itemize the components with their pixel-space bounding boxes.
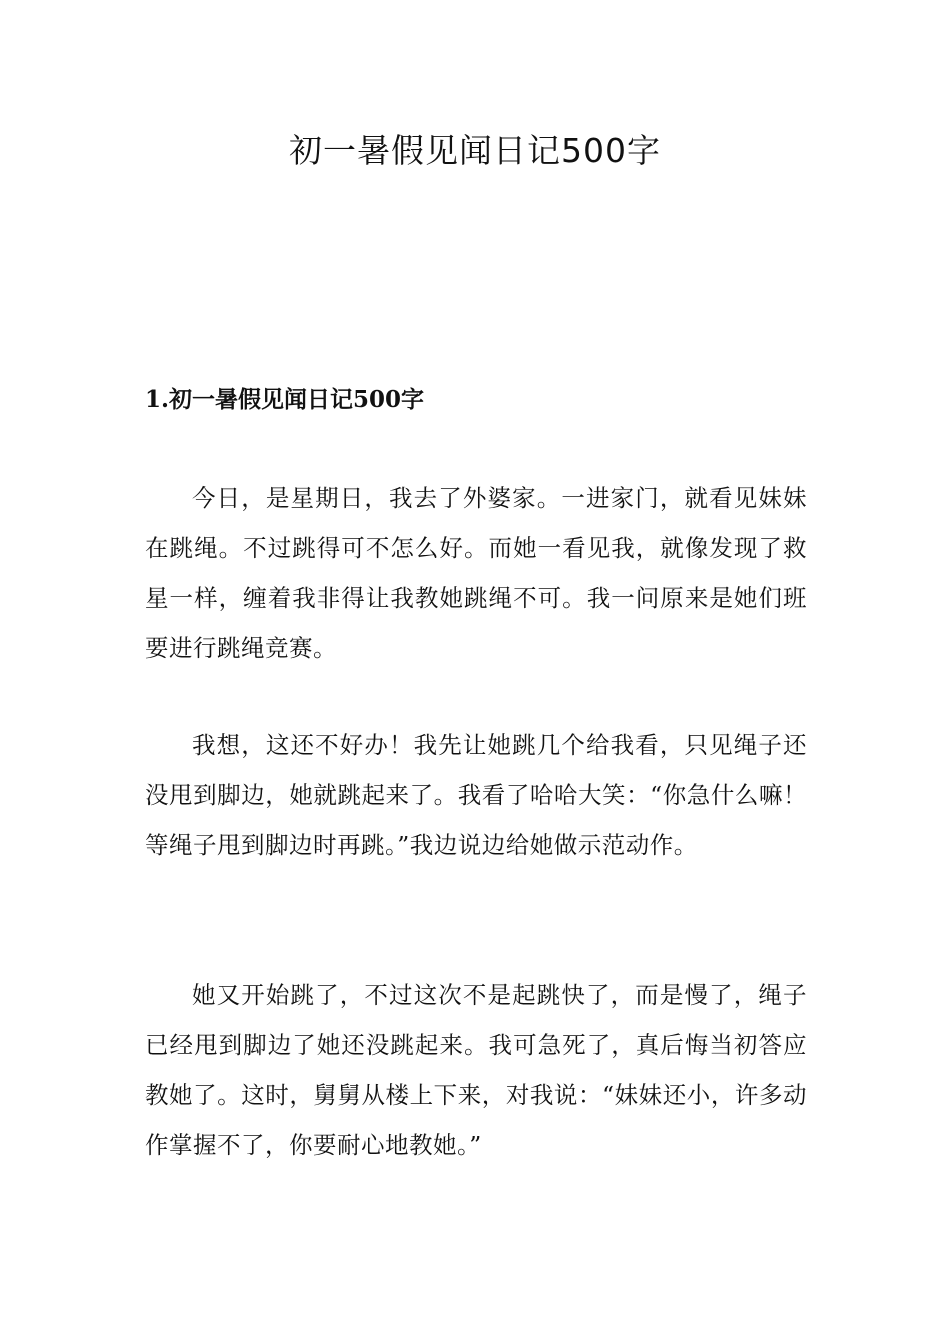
paragraph-2: 我想，这还不好办！我先让她跳几个给我看，只见绳子还没甩到脚边，她就跳起来了。我看了哈哈大笑：“你急什么嘛！等绳子甩到脚边时再跳。”我边说边给她做示范动作。 bbox=[145, 731, 807, 859]
paragraph-block-3 bbox=[145, 970, 807, 1170]
document-title: 初一暑假见闻日记500字 bbox=[289, 131, 661, 170]
section-heading: 1.初一暑假见闻日记500字 bbox=[145, 386, 425, 413]
paragraph-block-1 bbox=[145, 473, 807, 673]
paragraph-1: 今日，是星期日，我去了外婆家。一进家门，就看见妹妹在跳绳。不过跳得可不怎么好。而她一看见我，就像发现了救星一样，缠着我非得让我教她跳绳不可。我一问原来是她们班要进行跳绳竞赛。 bbox=[145, 484, 807, 662]
paragraph-block-2 bbox=[145, 720, 807, 870]
paragraph-3: 她又开始跳了，不过这次不是起跳快了，而是慢了，绳子已经甩到脚边了她还没跳起来。我可急死了，真后悔当初答应教她了。这时，舅舅从楼上下来，对我说：“妹妹还小，许多动作掌握不了，你要耐心地教她。” bbox=[145, 981, 807, 1159]
